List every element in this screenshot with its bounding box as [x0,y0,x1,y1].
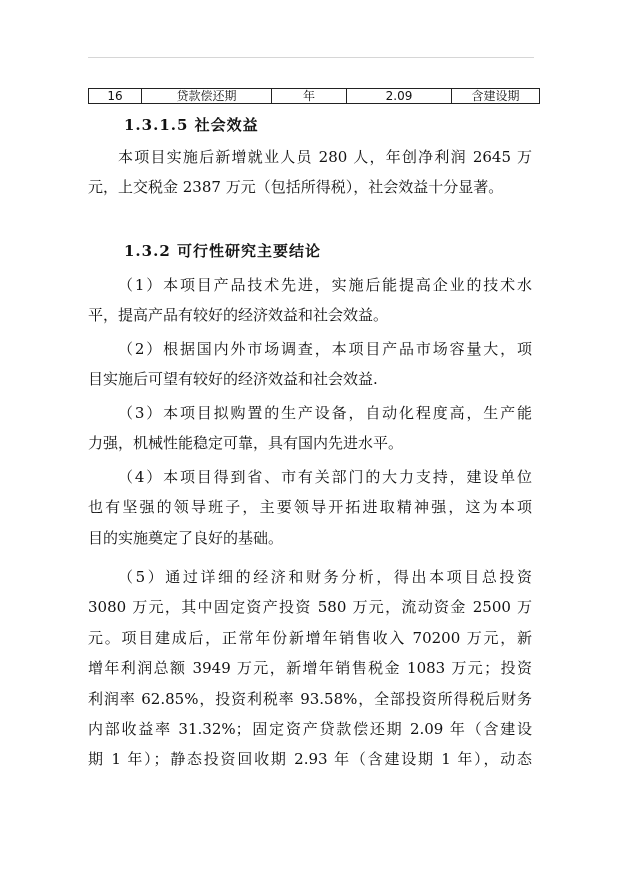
conclusion-3 [88,398,532,459]
paragraph-line: 期 1 年）；静态投资回收期 2.93 年（含建设期 1 年），动态 [88,750,532,769]
paragraph-line: 3080 万元，其中固定资产投资 580 万元，流动资金 2500 万 [88,598,532,617]
heading-1-3-2: 1.3.2 可行性研究主要结论 [124,242,321,260]
heading-1-3-1-5: 1.3.1.5 社会效益 [124,116,259,134]
paragraph-line: 平，提高产品有较好的经济效益和社会效益。 [88,306,389,325]
cell-note: 含建设期 [452,89,540,104]
header-rule [88,57,534,58]
paragraph-line: 利润率 62.85%，投资利税率 93.58%，全部投资所得税后财务 [88,689,532,708]
paragraph-line: 力强，机械性能稳定可靠，具有国内先进水平。 [88,434,404,453]
paragraph-line: 也有坚强的领导班子，主要领导开拓进取精神强，这为本项 [88,498,532,517]
conclusion-1 [88,270,532,331]
paragraph-line: 元。项目建成后，正常年份新增年销售收入 70200 万元，新 [88,628,532,647]
paragraph-line: 内部收益率 31.32%；固定资产贷款偿还期 2.09 年（含建设 [88,720,532,739]
cell-index: 16 [89,89,142,104]
paragraph-line: 目实施后可望有较好的经济效益和社会效益. [88,370,378,389]
paragraph-line: 本项目实施后新增就业人员 280 人，年创净利润 2645 万 [118,148,532,166]
paragraph-line: 目的实施奠定了良好的基础。 [88,528,284,547]
conclusion-4 [88,462,532,553]
repayment-table [88,88,540,104]
cell-item: 贷款偿还期 [142,89,272,104]
paragraph-line: （2）根据国内外市场调查，本项目产品市场容量大，项 [118,340,532,358]
paragraph-line: 元，上交税金 2387 万元（包括所得税），社会效益十分显著。 [88,178,504,197]
paragraph-line: （4）本项目得到省、市有关部门的大力支持，建设单位 [118,468,532,486]
paragraph-social-benefit [88,142,532,203]
cell-unit: 年 [272,89,347,104]
table-row [89,89,540,104]
conclusion-5 [88,562,532,775]
conclusion-2 [88,334,532,395]
paragraph-line: （3）本项目拟购置的生产设备，自动化程度高，生产能 [118,404,532,422]
paragraph-line: （1）本项目产品技术先进，实施后能提高企业的技术水 [118,276,532,294]
paragraph-line: （5）通过详细的经济和财务分析，得出本项目总投资 [118,568,532,586]
cell-value: 2.09 [347,89,452,104]
paragraph-line: 增年利润总额 3949 万元，新增年销售税金 1083 万元；投资 [88,659,532,678]
